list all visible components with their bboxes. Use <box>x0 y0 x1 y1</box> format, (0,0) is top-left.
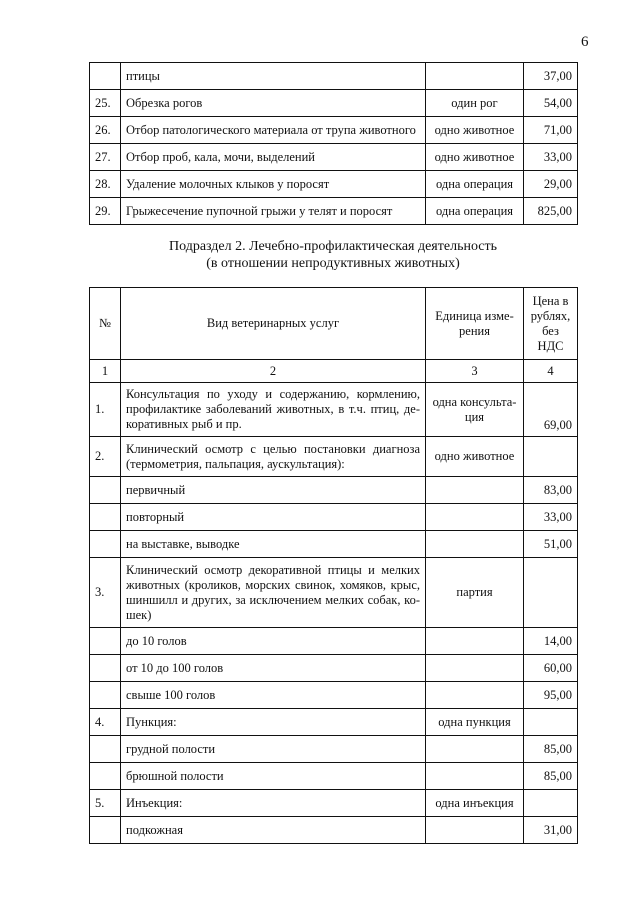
table-row <box>90 817 578 844</box>
service-name: Отбор патологического материала от трупа животного <box>121 117 426 144</box>
row-number <box>90 628 121 655</box>
unit-of-measure: одно животное <box>426 144 524 171</box>
price: 85,00 <box>524 763 578 790</box>
table-row <box>90 558 578 628</box>
row-number: 4. <box>90 709 121 736</box>
table-row <box>90 504 578 531</box>
price: 95,00 <box>524 682 578 709</box>
unit-of-measure <box>426 817 524 844</box>
table-row <box>90 790 578 817</box>
column-index-row <box>90 360 578 383</box>
services-table-continued <box>89 62 578 225</box>
unit-of-measure <box>426 682 524 709</box>
unit-of-measure: один рог <box>426 90 524 117</box>
price: 54,00 <box>524 90 578 117</box>
unit-of-measure <box>426 655 524 682</box>
row-number: 1. <box>90 383 121 437</box>
price: 14,00 <box>524 628 578 655</box>
subsection-title: Подраздел 2. Лечебно-профилактическая деятельность <box>168 239 498 254</box>
header-service: Вид ветеринарных услуг <box>121 288 426 360</box>
header-unit: Единица изме- рения <box>426 288 524 360</box>
service-name: на выставке, выводке <box>121 531 426 558</box>
unit-of-measure: партия <box>426 558 524 628</box>
row-number <box>90 655 121 682</box>
price: 69,00 <box>524 383 578 437</box>
row-number <box>90 477 121 504</box>
service-name: до 10 голов <box>121 628 426 655</box>
unit-of-measure <box>426 531 524 558</box>
column-index: 2 <box>121 360 426 383</box>
row-number: 25. <box>90 90 121 117</box>
unit-of-measure: одна операция <box>426 198 524 225</box>
row-number: 27. <box>90 144 121 171</box>
price: 85,00 <box>524 736 578 763</box>
table-row <box>90 117 578 144</box>
table-row <box>90 477 578 504</box>
table-row <box>90 628 578 655</box>
price <box>524 709 578 736</box>
unit-of-measure <box>426 477 524 504</box>
unit-of-measure <box>426 63 524 90</box>
service-name: Клинический осмотр декоративной птицы и мелких животных (кроликов, морских свинок, хомяков, крыс, шиншилл и других, за исключением мелких собак, ко- шек) <box>121 558 426 628</box>
table-row <box>90 144 578 171</box>
price: 31,00 <box>524 817 578 844</box>
service-name: от 10 до 100 голов <box>121 655 426 682</box>
service-name: Отбор проб, кала, мочи, выделений <box>121 144 426 171</box>
row-number <box>90 682 121 709</box>
service-name: повторный <box>121 504 426 531</box>
table-row <box>90 90 578 117</box>
price: 29,00 <box>524 171 578 198</box>
unit-of-measure: одна операция <box>426 171 524 198</box>
unit-of-measure: одно животное <box>426 117 524 144</box>
price: 825,00 <box>524 198 578 225</box>
service-name: Обрезка рогов <box>121 90 426 117</box>
unit-of-measure <box>426 736 524 763</box>
column-index: 1 <box>90 360 121 383</box>
table-row <box>90 63 578 90</box>
subsection-heading <box>89 238 577 272</box>
unit-of-measure <box>426 504 524 531</box>
unit-of-measure: одно животное <box>426 437 524 477</box>
row-number: 3. <box>90 558 121 628</box>
row-number: 5. <box>90 790 121 817</box>
column-index: 4 <box>524 360 578 383</box>
table-row <box>90 383 578 437</box>
service-name: Инъекция: <box>121 790 426 817</box>
service-name: брюшной полости <box>121 763 426 790</box>
price: 60,00 <box>524 655 578 682</box>
price: 33,00 <box>524 504 578 531</box>
table-row <box>90 709 578 736</box>
unit-of-measure <box>426 628 524 655</box>
service-name: подкожная <box>121 817 426 844</box>
row-number <box>90 63 121 90</box>
unit-of-measure <box>426 763 524 790</box>
price <box>524 558 578 628</box>
row-number <box>90 504 121 531</box>
service-name: Консультация по уходу и содержанию, кормлению, профилактике заболеваний животных, в т.ч. птиц, де- коративных рыб и пр. <box>121 383 426 437</box>
row-number <box>90 531 121 558</box>
unit-of-measure: одна консульта- ция <box>426 383 524 437</box>
table-row <box>90 437 578 477</box>
price: 33,00 <box>524 144 578 171</box>
subsection-subtitle: (в отношении непродуктивных животных) <box>206 256 460 271</box>
page-number: 6 <box>581 34 589 50</box>
table-row <box>90 736 578 763</box>
unit-of-measure: одна инъекция <box>426 790 524 817</box>
table-header-row <box>90 288 578 360</box>
service-name: свыше 100 голов <box>121 682 426 709</box>
row-number <box>90 736 121 763</box>
service-name: Удаление молочных клыков у поросят <box>121 171 426 198</box>
row-number <box>90 763 121 790</box>
price: 37,00 <box>524 63 578 90</box>
price <box>524 790 578 817</box>
service-name: птицы <box>121 63 426 90</box>
row-number: 2. <box>90 437 121 477</box>
table-row <box>90 682 578 709</box>
table-row <box>90 171 578 198</box>
table-row <box>90 763 578 790</box>
price <box>524 437 578 477</box>
row-number: 26. <box>90 117 121 144</box>
unit-of-measure: одна пункция <box>426 709 524 736</box>
table-row <box>90 198 578 225</box>
header-number: № <box>90 288 121 360</box>
services-table <box>89 287 578 844</box>
service-name: грудной полости <box>121 736 426 763</box>
price: 71,00 <box>524 117 578 144</box>
table-row <box>90 655 578 682</box>
service-name: Пункция: <box>121 709 426 736</box>
service-name: Клинический осмотр с целью постановки диагноза (термометрия, пальпация, аускультация): <box>121 437 426 477</box>
service-name: первичный <box>121 477 426 504</box>
service-name: Грыжесечение пупочной грыжи у телят и поросят <box>121 198 426 225</box>
row-number: 29. <box>90 198 121 225</box>
table-row <box>90 531 578 558</box>
row-number <box>90 817 121 844</box>
price: 83,00 <box>524 477 578 504</box>
header-price: Цена в рублях, без НДС <box>524 288 578 360</box>
column-index: 3 <box>426 360 524 383</box>
price: 51,00 <box>524 531 578 558</box>
row-number: 28. <box>90 171 121 198</box>
